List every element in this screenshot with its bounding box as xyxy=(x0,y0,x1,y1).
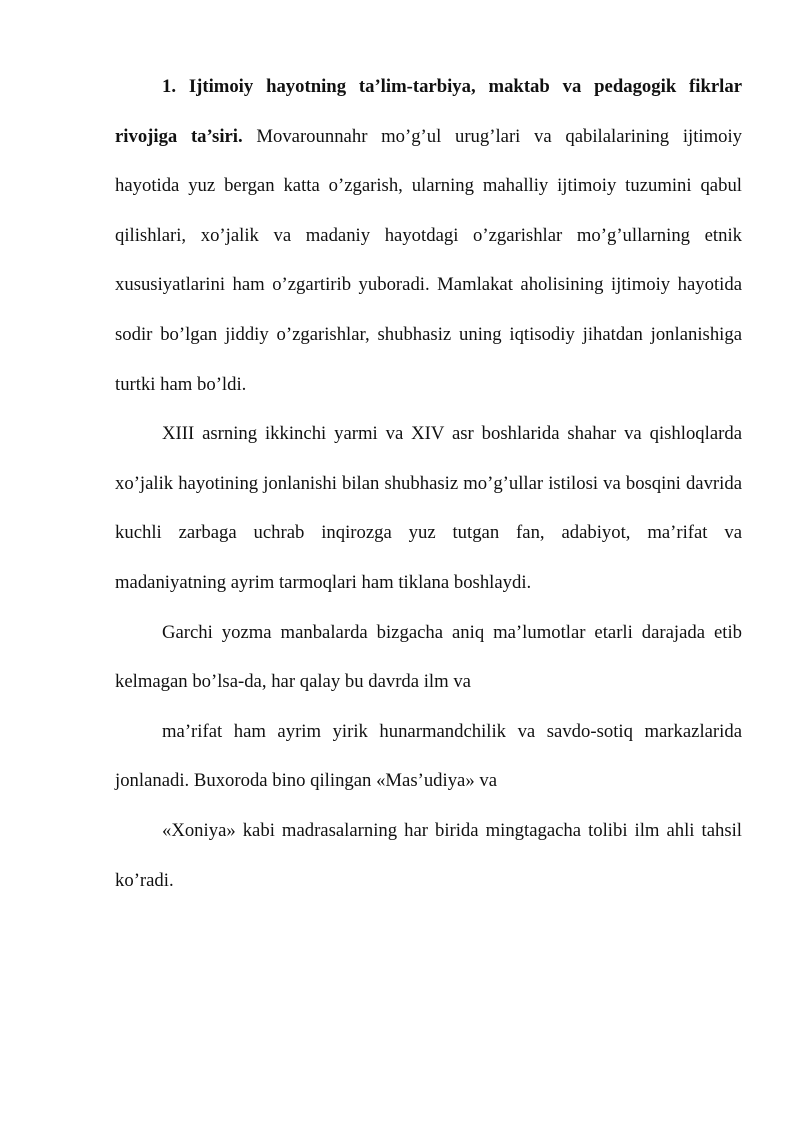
document-page xyxy=(115,62,742,905)
paragraph-4: ma’rifat ham ayrim yirik hunarmandchilik va savdo-sotiq markazlarida jonlanadi. Buxoroda bino qilingan «Mas’udiya» va xyxy=(115,720,742,792)
paragraph-5: «Xoniya» kabi madrasalarning har birida mingtagacha tolibi ilm ahli tahsil ko’radi. xyxy=(115,819,742,891)
paragraph-3: Garchi yozma manbalarda bizgacha aniq ma’lumotlar etarli darajada etib kelmagan bo’lsa-da, har qalay bu davrda ilm va xyxy=(115,621,742,693)
paragraph-1 xyxy=(115,62,742,409)
section-heading: 1. Ijtimoiy hayotning ta’lim-tarbiya, maktab va pedagogik fikrlar rivojiga ta’siri. xyxy=(115,76,742,147)
paragraph-2: XIII asrning ikkinchi yarmi va XIV asr boshlarida shahar va qishloqlarda xo’jalik hayotining jonlanishi bilan shubhasiz mo’g’ullar istilosi va bosqini davrida kuchli zarbaga uchrab inqirozga yuz tutgan fan, adabiyot, ma’rifat va madaniyatning ayrim tarmoqlari ham tiklana boshlaydi. xyxy=(115,423,742,593)
paragraph-1-text: Movarounnahr mo’g’ul urug’lari va qabilalarining ijtimoiy hayotida yuz bergan katta o’zgarish, ularning mahalliy ijtimoiy tuzumini qabul qilishlari, xo’jalik va madaniy hayotdagi o’zgarishlar mo’g’ullarning etnik xususiyatlarini ham o’zgartirib yuboradi. Mamlakat aholisining ijtimoiy hayotida sodir bo’lgan jiddiy o’zgarishlar, shubhasiz uning iqtisodiy jihatdan jonlanishiga turtki ham bo’ldi. xyxy=(115,125,743,395)
